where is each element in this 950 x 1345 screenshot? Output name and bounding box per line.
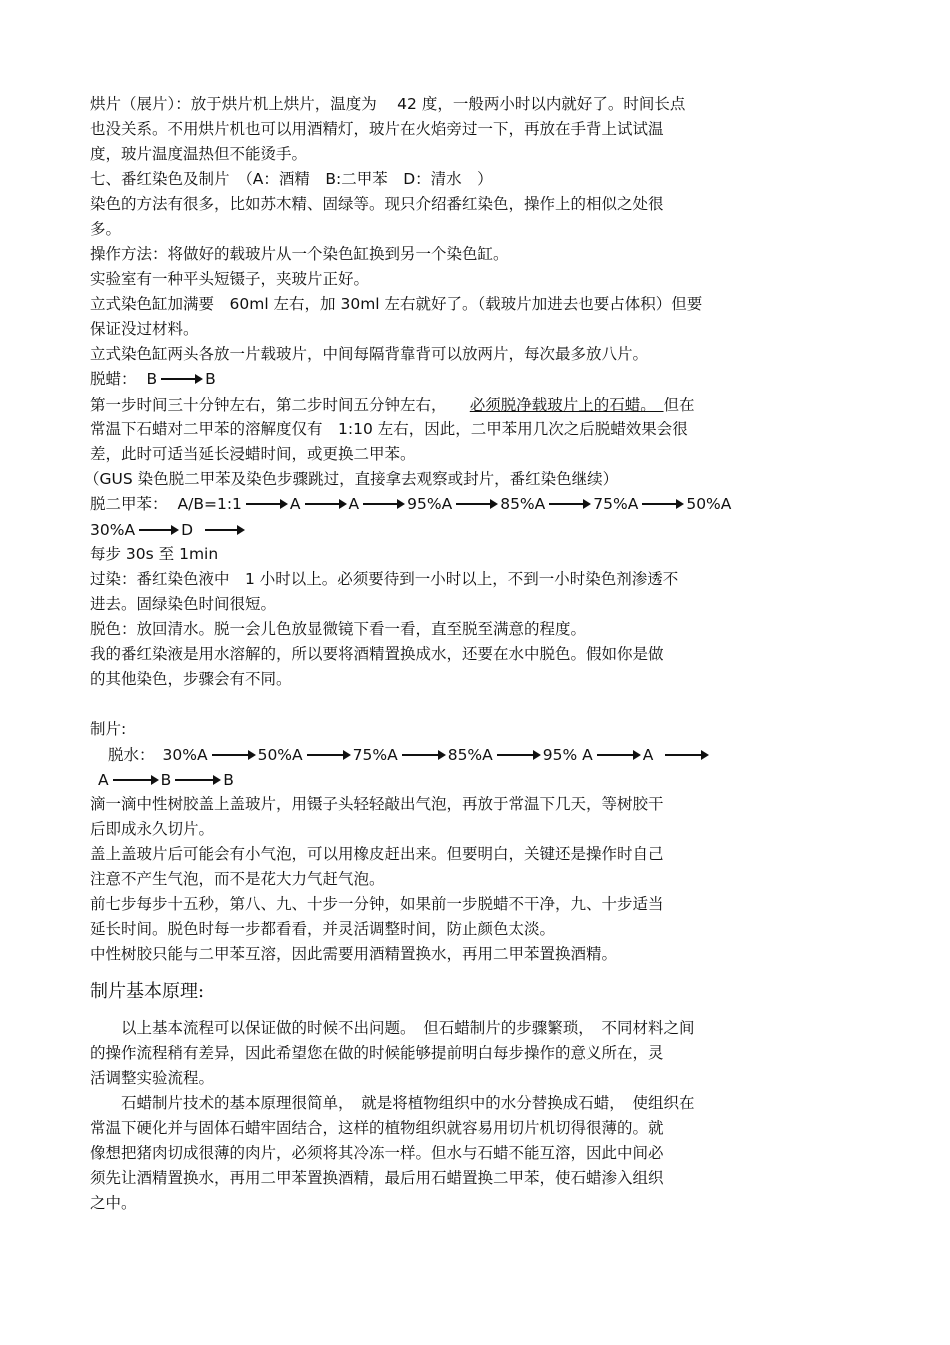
flow-step: D <box>181 521 193 539</box>
flow-step: B <box>160 771 172 789</box>
paragraph-line: 每步 30s 至 1min <box>90 545 219 563</box>
arrow-icon <box>212 754 254 756</box>
paragraph-line: 像想把猪肉切成很薄的肉片，必须将其冷冻一样。但水与石蜡不能互溶，因此中间必 <box>90 1144 664 1162</box>
paragraph-line: 后即成永久切片。 <box>90 820 215 838</box>
arrow-icon <box>161 378 201 380</box>
flow-step: 75%A <box>593 495 639 513</box>
section-heading: 七、番红染色及制片 （A：酒精 B:二甲苯 D：清水 ） <box>90 170 493 188</box>
paragraph-line <box>90 395 695 415</box>
paragraph-line: 我的番红染液是用水溶解的，所以要将酒精置换成水，还要在水中脱色。假如你是做 <box>90 645 664 663</box>
underlined-text: 必须脱净载玻片上的石蜡。 <box>469 396 664 414</box>
flow-step: 50%A <box>257 746 303 764</box>
paragraph-line: 滴一滴中性树胶盖上盖玻片，用镊子头轻轻敲出气泡，再放于常温下几天，等树胶干 <box>90 795 664 813</box>
flow-step: 95%A <box>407 495 453 513</box>
flow-step: 85%A <box>500 495 546 513</box>
paragraph-line: 立式染色缸加满要 60ml 左右，加 30ml 左右就好了。（载玻片加进去也要占体积）但要 <box>90 295 703 313</box>
flow-step: 75%A <box>352 746 398 764</box>
paragraph-line: 操作方法：将做好的载玻片从一个染色缸换到另一个染色缸。 <box>90 245 509 263</box>
paragraph-line: 常温下石蜡对二甲苯的溶解度仅有 1:10 左右，因此，二甲苯用几次之后脱蜡效果会很 <box>90 420 688 438</box>
dehydrate-flow-row2 <box>98 770 234 790</box>
paragraph-line: 石蜡制片技术的基本原理很简单， 就是将植物组织中的水分替换成石蜡， 使组织在 <box>90 1094 695 1112</box>
paragraph-line: 染色的方法有很多，比如苏木精、固绿等。现只介绍番红染色，操作上的相似之处很 <box>90 195 664 213</box>
flow-step: A/B=1:1 <box>177 495 242 513</box>
paragraph-line: 多。 <box>90 220 122 238</box>
paragraph-line: 差，此时可适当延长浸蜡时间，或更换二甲苯。 <box>90 445 416 463</box>
flow-step: B <box>223 771 234 789</box>
paragraph-line: 注意不产生气泡，而不是花大力气赶气泡。 <box>90 870 385 888</box>
flow-step: A <box>348 495 360 513</box>
flow-step: B <box>205 370 216 388</box>
flow-step: B <box>146 370 158 388</box>
flow-step: 30%A <box>90 521 136 539</box>
flow-label: 脱水： <box>108 746 155 764</box>
arrow-icon <box>665 754 707 756</box>
paragraph-line: 的操作流程稍有差异，因此希望您在做的时候能够提前明白每步操作的意义所在，灵 <box>90 1044 664 1062</box>
section-heading: 制片基本原理: <box>90 981 205 1002</box>
text-run: 但在 <box>663 396 695 414</box>
arrow-icon <box>402 754 444 756</box>
arrow-icon <box>175 779 219 781</box>
paragraph-line: 前七步每步十五秒，第八、九、十步一分钟，如果前一步脱蜡不干净，九、十步适当 <box>90 895 664 913</box>
text-run: 第一步时间三十分钟左右，第二步时间五分钟左右， <box>90 396 470 414</box>
arrow-icon <box>307 754 349 756</box>
paragraph-line: 脱色：放回清水。脱一会儿色放显微镜下看一看，直至脱至满意的程度。 <box>90 620 587 638</box>
paragraph-line: 活调整实验流程。 <box>90 1069 215 1087</box>
paragraph-line: 延长时间。脱色时每一步都看看，并灵活调整时间，防止颜色太淡。 <box>90 920 556 938</box>
dexylene-flow-row1 <box>90 494 731 514</box>
paragraph-line: 常温下硬化并与固体石蜡牢固结合，这样的植物组织就容易用切片机切得很薄的。就 <box>90 1119 664 1137</box>
flow-step: 95% A <box>542 746 593 764</box>
flow-step: 50%A <box>686 495 732 513</box>
paragraph-line: 过染：番红染色液中 1 小时以上。必须要待到一小时以上，不到一小时染色剂渗透不 <box>90 570 679 588</box>
paragraph-line: 烘片（展片）：放于烘片机上烘片，温度为 42 度，一般两小时以内就好了。时间长点 <box>90 95 686 113</box>
flow-step: 85%A <box>447 746 493 764</box>
arrow-icon <box>456 503 496 505</box>
paragraph-line: 度，玻片温度温热但不能烫手。 <box>90 145 308 163</box>
arrow-icon <box>305 503 345 505</box>
dehydrate-flow-row1 <box>108 745 711 765</box>
arrow-icon <box>549 503 589 505</box>
paragraph-line: 中性树胶只能与二甲苯互溶，因此需要用酒精置换水，再用二甲苯置换酒精。 <box>90 945 618 963</box>
paragraph-line: 之中。 <box>90 1194 137 1212</box>
paragraph-line: （GUS 染色脱二甲苯及染色步骤跳过，直接拿去观察或封片，番红染色继续） <box>84 470 619 488</box>
flow-label: 脱二甲苯： <box>90 495 168 513</box>
paragraph-line: 保证没过材料。 <box>90 320 199 338</box>
arrow-icon <box>363 503 403 505</box>
subsection-label: 制片: <box>90 720 127 738</box>
paragraph-line: 的其他染色，步骤会有不同。 <box>90 670 292 688</box>
paragraph-line: 进去。固绿染色时间很短。 <box>90 595 277 613</box>
flow-step: A <box>289 495 301 513</box>
flow-step: A <box>642 746 654 764</box>
arrow-icon <box>497 754 539 756</box>
arrow-icon <box>246 503 286 505</box>
paragraph-line: 实验室有一种平头短镊子，夹玻片正好。 <box>90 270 370 288</box>
arrow-icon <box>205 529 243 531</box>
paragraph-line: 立式染色缸两头各放一片载玻片，中间每隔背靠背可以放两片，每次最多放八片。 <box>90 345 649 363</box>
arrow-icon <box>642 503 682 505</box>
dewax-flow <box>90 369 216 389</box>
paragraph-line: 盖上盖玻片后可能会有小气泡，可以用橡皮赶出来。但要明白，关键还是操作时自己 <box>90 845 664 863</box>
arrow-icon <box>139 529 177 531</box>
flow-step: 30%A <box>162 746 208 764</box>
paragraph-line: 也没关系。不用烘片机也可以用酒精灯，玻片在火焰旁过一下，再放在手背上试试温 <box>90 120 664 138</box>
arrow-icon <box>113 779 157 781</box>
flow-step: A <box>98 771 109 789</box>
paragraph-line: 以上基本流程可以保证做的时候不出问题。 但石蜡制片的步骤繁琐， 不同材料之间 <box>90 1019 695 1037</box>
paragraph-line: 须先让酒精置换水，再用二甲苯置换酒精，最后用石蜡置换二甲苯，使石蜡渗入组织 <box>90 1169 664 1187</box>
arrow-icon <box>597 754 639 756</box>
dexylene-flow-row2 <box>90 520 247 540</box>
flow-label: 脱蜡： <box>90 370 137 388</box>
